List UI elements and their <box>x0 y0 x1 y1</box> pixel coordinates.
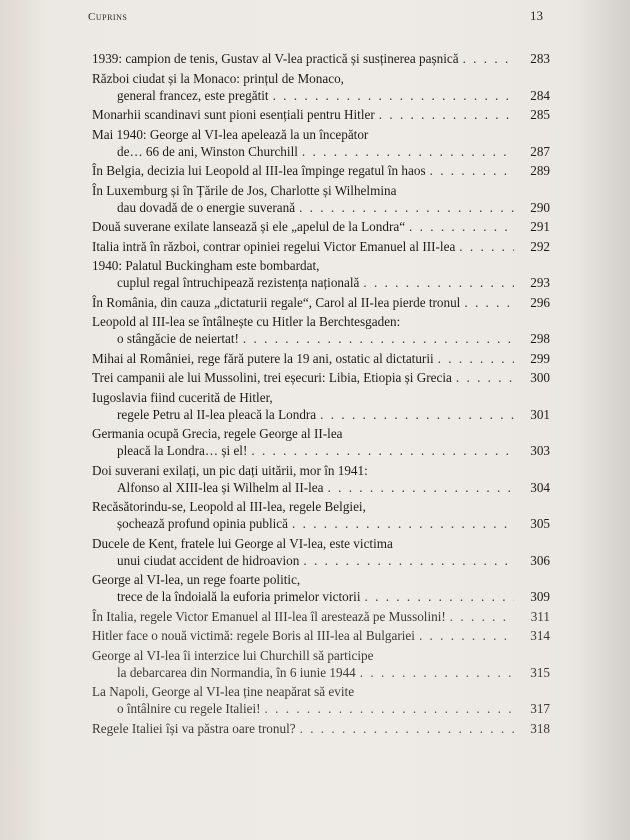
toc-entry <box>92 350 550 367</box>
dot-leader <box>438 350 514 367</box>
toc-entry-title-line: În România, din cauza „dictaturii regale“, Carol al II-lea pierde tronul <box>92 294 461 310</box>
toc-entry <box>92 50 550 67</box>
toc-entry-page-number: 315 <box>530 664 550 680</box>
toc-entry <box>92 257 550 291</box>
toc-entry-title-line: la debarcarea din Normandia, în 6 iunie 1944 <box>117 664 356 680</box>
dot-leader <box>303 552 514 569</box>
dot-leader <box>273 87 514 104</box>
toc-entry <box>92 683 550 717</box>
toc-entry-page-number: 298 <box>530 331 550 346</box>
toc-entry <box>92 218 550 235</box>
toc-entry-title-line: Germania ocupă Grecia, regele George al II-lea <box>92 426 343 441</box>
dot-leader <box>251 442 514 459</box>
dot-leader <box>419 627 514 644</box>
toc-entry-page-number: 318 <box>530 720 550 736</box>
toc-entry-title-line: șochează profund opinia publică <box>117 516 289 531</box>
dot-leader <box>292 515 514 532</box>
toc-entry-title-line: Două suverane exilate lansează și ele „apelul de la Londra“ <box>92 219 406 234</box>
toc-entry-title-line: Mihai al României, rege fără putere la 19 ani, ostatic al dictaturii <box>92 350 434 366</box>
dot-leader <box>450 608 514 625</box>
dot-leader <box>320 406 514 423</box>
toc-entry-page-number: 292 <box>530 238 550 254</box>
toc-entry-title-line: George al VI-lea, un rege foarte politic, <box>92 572 301 587</box>
toc-entry-page-number: 317 <box>530 701 550 716</box>
toc-entry <box>92 182 550 216</box>
toc-entry-page-number: 301 <box>530 406 550 422</box>
toc-entry-title-line: Recăsătorindu-se, Leopold al III-lea, regele Belgiei, <box>92 499 366 514</box>
toc-entry-title-line: de… 66 de ani, Winston Churchill <box>117 143 298 159</box>
toc-entry <box>92 498 550 532</box>
toc-entry-title-line: Italia intră în război, contrar opiniei regelui Victor Emanuel al III-lea <box>92 238 456 254</box>
toc-entry-page-number: 293 <box>530 275 550 290</box>
dot-leader <box>328 479 515 496</box>
toc-entry-title-line: cuplul regal întruchipează rezistența națională <box>117 275 360 290</box>
dot-leader <box>379 106 514 123</box>
toc-entry-page-number: 306 <box>530 552 550 568</box>
toc-entry <box>92 462 550 496</box>
toc-entry <box>92 162 550 179</box>
toc-entry-title-line: Iugoslavia fiind cucerită de Hitler, <box>92 389 273 405</box>
toc-entry-title-line: dau dovadă de o energie suverană <box>117 199 296 215</box>
toc-entry-title-line: Hitler face o nouă victimă: regele Boris al III-lea al Bulgariei <box>92 628 415 643</box>
toc-entry-title-line: Doi suverani exilați, un pic dați uitării, mor în 1941: <box>92 462 368 478</box>
toc-entry-title-line: pleacă la Londra… și el! <box>117 443 248 458</box>
toc-entry-page-number: 287 <box>530 143 550 159</box>
dot-leader <box>360 664 514 681</box>
toc-entry-page-number: 285 <box>530 107 550 122</box>
toc-entry <box>92 425 550 459</box>
toc-entry-title-line: Leopold al III-lea se întâlnește cu Hitler la Berchtesgaden: <box>92 314 401 329</box>
toc-entry-page-number: 304 <box>530 479 550 495</box>
toc-entry <box>92 369 550 386</box>
dot-leader <box>302 143 514 160</box>
toc-entry-page-number: 284 <box>530 87 550 103</box>
toc-entry-title-line: Regele Italiei își va păstra oare tronul? <box>92 720 296 736</box>
toc-entry-title-line: În Luxemburg și în Țările de Jos, Charlotte și Wilhelmina <box>92 182 397 198</box>
dot-leader <box>409 218 514 235</box>
toc-entry-title-line: Mai 1940: George al VI-lea apelează la un începător <box>92 126 369 142</box>
dot-leader <box>456 369 514 386</box>
dot-leader <box>430 162 514 179</box>
table-of-contents <box>92 50 550 739</box>
toc-entry-page-number: 314 <box>530 628 550 643</box>
toc-entry-page-number: 303 <box>530 443 550 458</box>
toc-entry-title-line: Război ciudat și la Monaco: prințul de Monaco, <box>92 70 344 86</box>
dot-leader <box>464 294 514 311</box>
toc-entry <box>92 313 550 347</box>
toc-entry-title-line: Trei campanii ale lui Mussolini, trei eșecuri: Libia, Etiopia și Grecia <box>92 370 452 385</box>
toc-entry-page-number: 299 <box>530 350 550 366</box>
dot-leader <box>463 50 514 67</box>
toc-entry <box>92 627 550 644</box>
toc-entry-title-line: 1940: Palatul Buckingham este bombardat, <box>92 258 320 273</box>
toc-entry-title-line: 1939: campion de tenis, Gustav al V-lea practică și susținerea pașnică <box>92 51 459 66</box>
dot-leader <box>300 720 514 737</box>
dot-leader <box>299 199 514 216</box>
toc-entry <box>92 294 550 311</box>
toc-entry-title-line: În Belgia, decizia lui Leopold al III-lea împinge regatul în haos <box>92 163 426 178</box>
toc-entry <box>92 720 550 737</box>
dot-leader <box>365 588 515 605</box>
toc-entry-page-number: 289 <box>530 163 550 178</box>
dot-leader <box>363 274 514 291</box>
toc-entry <box>92 647 550 681</box>
toc-entry-page-number: 309 <box>530 589 550 604</box>
page-number: 13 <box>530 8 543 23</box>
toc-entry-title-line: Alfonso al XIII-lea și Wilhelm al II-lea <box>117 479 324 495</box>
toc-entry-page-number: 296 <box>530 294 550 310</box>
toc-entry <box>92 70 550 104</box>
toc-entry <box>92 126 550 160</box>
toc-entry-page-number: 290 <box>530 199 550 215</box>
toc-entry-page-number: 300 <box>530 370 550 385</box>
dot-leader <box>265 700 514 717</box>
toc-entry <box>92 389 550 423</box>
toc-entry <box>92 106 550 123</box>
toc-entry-title-line: La Napoli, George al VI-lea ține neapărat să evite <box>92 684 355 699</box>
toc-entry <box>92 608 550 625</box>
toc-entry-title-line: În Italia, regele Victor Emanuel al III-lea îl arestează pe Mussolini! <box>92 608 446 624</box>
dot-leader <box>459 238 514 255</box>
toc-entry-title-line: Monarhii scandinavi sunt pioni esențiali pentru Hitler <box>92 107 375 122</box>
toc-entry-title-line: unui ciudat accident de hidroavion <box>117 552 300 568</box>
toc-entry-title-line: trece de la îndoială la euforia primelor victorii <box>117 589 361 604</box>
dot-leader <box>243 330 514 347</box>
toc-entry-title-line: regele Petru al II-lea pleacă la Londra <box>117 406 317 422</box>
toc-entry-title-line: o stângăcie de neiertat! <box>117 331 239 346</box>
toc-entry-page-number: 305 <box>530 516 550 531</box>
toc-entry-title-line: George al VI-lea îi interzice lui Churchill să participe <box>92 647 374 663</box>
toc-entry <box>92 571 550 605</box>
toc-entry-page-number: 291 <box>530 219 550 234</box>
toc-entry <box>92 238 550 255</box>
toc-entry-title-line: Ducele de Kent, fratele lui George al VI-lea, este victima <box>92 535 393 551</box>
running-title: Cuprins <box>88 11 128 23</box>
toc-entry-page-number: 283 <box>530 51 550 66</box>
toc-entry-title-line: o întâlnire cu regele Italiei! <box>117 701 261 716</box>
toc-entry-page-number: 311 <box>530 608 550 624</box>
page-curve-shadow <box>572 0 630 840</box>
toc-entry-title-line: general francez, este pregătit <box>117 87 269 103</box>
toc-entry <box>92 535 550 569</box>
